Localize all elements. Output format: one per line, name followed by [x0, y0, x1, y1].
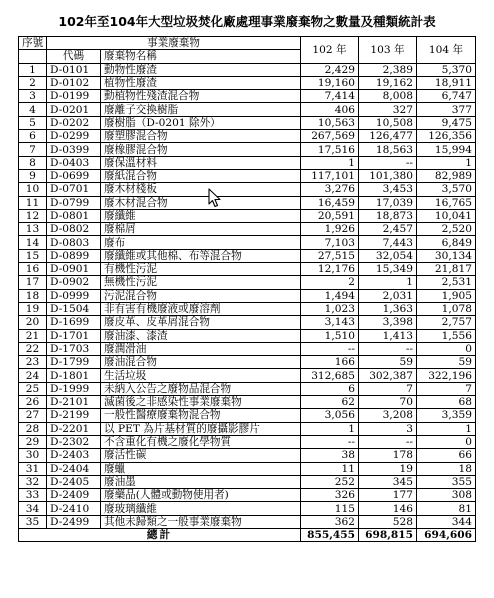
row-number: 33 — [19, 489, 47, 502]
value-103: 1,413 — [359, 329, 417, 342]
waste-name: 廢保溫材料 — [101, 156, 301, 169]
value-103: 528 — [359, 515, 417, 528]
table-row — [19, 130, 476, 143]
value-102: 1 — [301, 422, 359, 435]
waste-name: 未納入公告之廢物品混合物 — [101, 382, 301, 395]
waste-name: 廢棉屑 — [101, 223, 301, 236]
waste-name: 廢皮革、皮革屑混合物 — [101, 316, 301, 329]
waste-code: D-2410 — [47, 502, 101, 515]
value-102: -- — [301, 342, 359, 355]
value-102: 10,563 — [301, 116, 359, 129]
table-row — [19, 462, 476, 475]
table-row — [19, 223, 476, 236]
header-no-blank — [19, 50, 47, 63]
value-104: 59 — [417, 356, 476, 369]
waste-code: D-0801 — [47, 209, 101, 222]
value-104: 81 — [417, 502, 476, 515]
value-104: 6,747 — [417, 90, 476, 103]
table-row — [19, 422, 476, 435]
value-102: 19,160 — [301, 76, 359, 89]
waste-name: 廢玻璃纖維 — [101, 502, 301, 515]
value-103: 18,563 — [359, 143, 417, 156]
table-row — [19, 90, 476, 103]
table-row — [19, 489, 476, 502]
value-102: 12,176 — [301, 263, 359, 276]
table-row — [19, 409, 476, 422]
table-row — [19, 143, 476, 156]
header-year-102: 102 年 — [301, 37, 359, 64]
row-number: 18 — [19, 289, 47, 302]
row-number: 3 — [19, 90, 47, 103]
waste-code: D-0199 — [47, 90, 101, 103]
row-number: 2 — [19, 76, 47, 89]
value-102: 3,143 — [301, 316, 359, 329]
value-104: 82,989 — [417, 169, 476, 182]
value-103: 3 — [359, 422, 417, 435]
value-104: 0 — [417, 435, 476, 448]
value-102: 115 — [301, 502, 359, 515]
table-row — [19, 169, 476, 182]
waste-code: D-1699 — [47, 316, 101, 329]
waste-code: D-0701 — [47, 183, 101, 196]
waste-name: 廢木材棧板 — [101, 183, 301, 196]
value-103: 19,162 — [359, 76, 417, 89]
row-number: 10 — [19, 183, 47, 196]
table-row — [19, 515, 476, 528]
value-104: 16,765 — [417, 196, 476, 209]
value-103: 2,457 — [359, 223, 417, 236]
value-103: 345 — [359, 475, 417, 488]
value-103: 8,008 — [359, 90, 417, 103]
waste-code: D-0999 — [47, 289, 101, 302]
table-row — [19, 356, 476, 369]
value-103: 146 — [359, 502, 417, 515]
table-row — [19, 249, 476, 262]
table-row — [19, 316, 476, 329]
row-number: 16 — [19, 263, 47, 276]
waste-name: 廢橡膠混合物 — [101, 143, 301, 156]
waste-code: D-0299 — [47, 130, 101, 143]
table-body — [19, 63, 476, 528]
waste-code: D-2201 — [47, 422, 101, 435]
value-102: 16,459 — [301, 196, 359, 209]
waste-name: 非有害有機廢液或廢溶劑 — [101, 302, 301, 315]
value-104: 7 — [417, 382, 476, 395]
waste-code: D-0403 — [47, 156, 101, 169]
value-103: 2,389 — [359, 63, 417, 76]
value-104: 2,531 — [417, 276, 476, 289]
value-103: -- — [359, 156, 417, 169]
total-104: 694,606 — [417, 528, 476, 541]
row-number: 29 — [19, 435, 47, 448]
value-103: 126,477 — [359, 130, 417, 143]
value-104: 6,849 — [417, 236, 476, 249]
waste-statistics-table — [18, 36, 476, 542]
value-104: 126,356 — [417, 130, 476, 143]
value-104: 322,196 — [417, 369, 476, 382]
waste-code: D-2405 — [47, 475, 101, 488]
value-102: 1 — [301, 156, 359, 169]
waste-name: 有機性污泥 — [101, 263, 301, 276]
waste-name: 廢離子交換樹脂 — [101, 103, 301, 116]
waste-code: D-2404 — [47, 462, 101, 475]
waste-name: 廢活性碳 — [101, 449, 301, 462]
value-102: 7,103 — [301, 236, 359, 249]
waste-name: 廢木材混合物 — [101, 196, 301, 209]
table-row — [19, 156, 476, 169]
waste-name: 滅菌後之非感染性事業廢棄物 — [101, 396, 301, 409]
value-104: 2,757 — [417, 316, 476, 329]
waste-code: D-2199 — [47, 409, 101, 422]
waste-name: 污泥混合物 — [101, 289, 301, 302]
row-number: 17 — [19, 276, 47, 289]
value-102: 6 — [301, 382, 359, 395]
waste-name: 以 PET 為片基材質的廢攝影膠片 — [101, 422, 301, 435]
row-number: 6 — [19, 130, 47, 143]
value-103: 1,363 — [359, 302, 417, 315]
table-row — [19, 183, 476, 196]
row-number: 14 — [19, 236, 47, 249]
value-104: 9,475 — [417, 116, 476, 129]
value-103: 18,873 — [359, 209, 417, 222]
value-103: 177 — [359, 489, 417, 502]
waste-name: 廢塑膠混合物 — [101, 130, 301, 143]
header-name: 廢棄物名稱 — [101, 50, 301, 63]
value-102: 326 — [301, 489, 359, 502]
value-103: 178 — [359, 449, 417, 462]
waste-name: 廢藥品(人體或動物使用者) — [101, 489, 301, 502]
row-number: 32 — [19, 475, 47, 488]
value-102: 17,516 — [301, 143, 359, 156]
value-103: 70 — [359, 396, 417, 409]
waste-code: D-0202 — [47, 116, 101, 129]
value-104: 0 — [417, 342, 476, 355]
table-row — [19, 196, 476, 209]
value-103: 2,031 — [359, 289, 417, 302]
waste-code: D-0399 — [47, 143, 101, 156]
value-102: 3,056 — [301, 409, 359, 422]
waste-name: 生活垃圾 — [101, 369, 301, 382]
row-number: 26 — [19, 396, 47, 409]
waste-code: D-1703 — [47, 342, 101, 355]
waste-name: 動物性廢渣 — [101, 63, 301, 76]
value-104: 1,905 — [417, 289, 476, 302]
value-104: 1,078 — [417, 302, 476, 315]
value-102: 3,276 — [301, 183, 359, 196]
value-103: 3,208 — [359, 409, 417, 422]
value-104: 3,570 — [417, 183, 476, 196]
value-104: 377 — [417, 103, 476, 116]
waste-name: 不含重化有機之廢化學物質 — [101, 435, 301, 448]
table-row — [19, 302, 476, 315]
row-number: 34 — [19, 502, 47, 515]
waste-name: 廢油漆、漆渣 — [101, 329, 301, 342]
table-row — [19, 342, 476, 355]
row-number: 8 — [19, 156, 47, 169]
row-number: 22 — [19, 342, 47, 355]
row-number: 13 — [19, 223, 47, 236]
row-number: 35 — [19, 515, 47, 528]
waste-code: D-2409 — [47, 489, 101, 502]
table-row — [19, 449, 476, 462]
table-row — [19, 435, 476, 448]
value-102: 1,494 — [301, 289, 359, 302]
value-103: 32,054 — [359, 249, 417, 262]
value-104: 2,520 — [417, 223, 476, 236]
waste-name: 廢潤滑油 — [101, 342, 301, 355]
waste-name: 廢油墨 — [101, 475, 301, 488]
value-102: 252 — [301, 475, 359, 488]
value-102: 2,429 — [301, 63, 359, 76]
value-103: -- — [359, 435, 417, 448]
waste-code: D-0899 — [47, 249, 101, 262]
waste-code: D-0901 — [47, 263, 101, 276]
table-row — [19, 103, 476, 116]
table-row — [19, 76, 476, 89]
value-103: 302,387 — [359, 369, 417, 382]
value-103: 10,508 — [359, 116, 417, 129]
value-103: 15,349 — [359, 263, 417, 276]
table-row — [19, 382, 476, 395]
waste-code: D-0803 — [47, 236, 101, 249]
waste-code: D-0201 — [47, 103, 101, 116]
value-102: 27,515 — [301, 249, 359, 262]
value-102: 62 — [301, 396, 359, 409]
table-row — [19, 263, 476, 276]
value-103: -- — [359, 342, 417, 355]
row-number: 11 — [19, 196, 47, 209]
value-104: 1 — [417, 422, 476, 435]
waste-name: 無機性污泥 — [101, 276, 301, 289]
row-number: 30 — [19, 449, 47, 462]
value-102: 166 — [301, 356, 359, 369]
row-number: 28 — [19, 422, 47, 435]
waste-name: 一般性醫療廢棄物混合物 — [101, 409, 301, 422]
waste-code: D-0699 — [47, 169, 101, 182]
value-103: 7,443 — [359, 236, 417, 249]
value-102: 38 — [301, 449, 359, 462]
value-104: 18 — [417, 462, 476, 475]
value-104: 1,556 — [417, 329, 476, 342]
value-104: 10,041 — [417, 209, 476, 222]
value-104: 308 — [417, 489, 476, 502]
row-number: 19 — [19, 302, 47, 315]
page-title: 102年至104年大型垃圾焚化廠處理事業廢棄物之數量及種類統計表 — [58, 14, 436, 29]
waste-code: D-0799 — [47, 196, 101, 209]
table-row — [19, 276, 476, 289]
value-103: 7 — [359, 382, 417, 395]
value-104: 344 — [417, 515, 476, 528]
waste-code: D-2499 — [47, 515, 101, 528]
value-102: 7,414 — [301, 90, 359, 103]
value-103: 19 — [359, 462, 417, 475]
value-104: 18,911 — [417, 76, 476, 89]
waste-name: 其他未歸類之一般事業廢棄物 — [101, 515, 301, 528]
value-104: 355 — [417, 475, 476, 488]
value-104: 15,994 — [417, 143, 476, 156]
waste-code: D-1999 — [47, 382, 101, 395]
waste-code: D-1701 — [47, 329, 101, 342]
row-number: 31 — [19, 462, 47, 475]
header-code: 代碼 — [47, 50, 101, 63]
value-104: 30,134 — [417, 249, 476, 262]
waste-name: 廢纖維或其他棉、布等混合物 — [101, 249, 301, 262]
waste-code: D-1799 — [47, 356, 101, 369]
table-row — [19, 369, 476, 382]
table-row — [19, 475, 476, 488]
value-103: 3,398 — [359, 316, 417, 329]
table-row — [19, 502, 476, 515]
value-103: 59 — [359, 356, 417, 369]
value-102: 267,569 — [301, 130, 359, 143]
value-102: 2 — [301, 276, 359, 289]
row-number: 1 — [19, 63, 47, 76]
table-row — [19, 209, 476, 222]
value-102: 406 — [301, 103, 359, 116]
value-104: 5,370 — [417, 63, 476, 76]
waste-name: 廢布 — [101, 236, 301, 249]
total-103: 698,815 — [359, 528, 417, 541]
waste-code: D-0101 — [47, 63, 101, 76]
table-row — [19, 289, 476, 302]
row-number: 23 — [19, 356, 47, 369]
waste-code: D-2403 — [47, 449, 101, 462]
table-row — [19, 329, 476, 342]
waste-code: D-0802 — [47, 223, 101, 236]
value-104: 68 — [417, 396, 476, 409]
value-104: 21,817 — [417, 263, 476, 276]
value-104: 3,359 — [417, 409, 476, 422]
value-103: 101,380 — [359, 169, 417, 182]
row-number: 24 — [19, 369, 47, 382]
waste-code: D-1504 — [47, 302, 101, 315]
waste-name: 廢纖維 — [101, 209, 301, 222]
value-102: 362 — [301, 515, 359, 528]
row-number: 27 — [19, 409, 47, 422]
waste-name: 植物性廢渣 — [101, 76, 301, 89]
header-year-104: 104 年 — [417, 37, 476, 64]
value-102: 20,591 — [301, 209, 359, 222]
row-number: 15 — [19, 249, 47, 262]
waste-name: 廢紙混合物 — [101, 169, 301, 182]
value-102: 1,510 — [301, 329, 359, 342]
header-row-1 — [19, 37, 476, 50]
waste-name: 廢油混合物 — [101, 356, 301, 369]
value-102: 312,685 — [301, 369, 359, 382]
value-104: 1 — [417, 156, 476, 169]
row-number: 7 — [19, 143, 47, 156]
row-number: 9 — [19, 169, 47, 182]
waste-code: D-0902 — [47, 276, 101, 289]
waste-code: D-0102 — [47, 76, 101, 89]
row-number: 25 — [19, 382, 47, 395]
mouse-cursor-icon — [208, 188, 222, 208]
waste-code: D-2101 — [47, 396, 101, 409]
total-label: 總計 — [19, 528, 301, 541]
value-102: 1,926 — [301, 223, 359, 236]
table-row — [19, 396, 476, 409]
header-category: 事業廢棄物 — [47, 37, 301, 50]
waste-code: D-1801 — [47, 369, 101, 382]
table-row — [19, 236, 476, 249]
header-year-103: 103 年 — [359, 37, 417, 64]
waste-name: 廢樹脂（D-0201 除外） — [101, 116, 301, 129]
row-number: 20 — [19, 316, 47, 329]
value-104: 66 — [417, 449, 476, 462]
value-102: 11 — [301, 462, 359, 475]
row-number: 21 — [19, 329, 47, 342]
value-102: -- — [301, 435, 359, 448]
value-102: 1,023 — [301, 302, 359, 315]
waste-name: 廢蠟 — [101, 462, 301, 475]
value-103: 1 — [359, 276, 417, 289]
row-number: 12 — [19, 209, 47, 222]
table-row — [19, 116, 476, 129]
table-row — [19, 63, 476, 76]
row-number: 5 — [19, 116, 47, 129]
total-row — [19, 528, 476, 541]
value-102: 117,101 — [301, 169, 359, 182]
value-103: 17,039 — [359, 196, 417, 209]
row-number: 4 — [19, 103, 47, 116]
total-102: 855,455 — [301, 528, 359, 541]
value-103: 327 — [359, 103, 417, 116]
waste-code: D-2302 — [47, 435, 101, 448]
header-no: 序號 — [19, 37, 47, 50]
waste-name: 動植物性殘渣混合物 — [101, 90, 301, 103]
value-103: 3,453 — [359, 183, 417, 196]
